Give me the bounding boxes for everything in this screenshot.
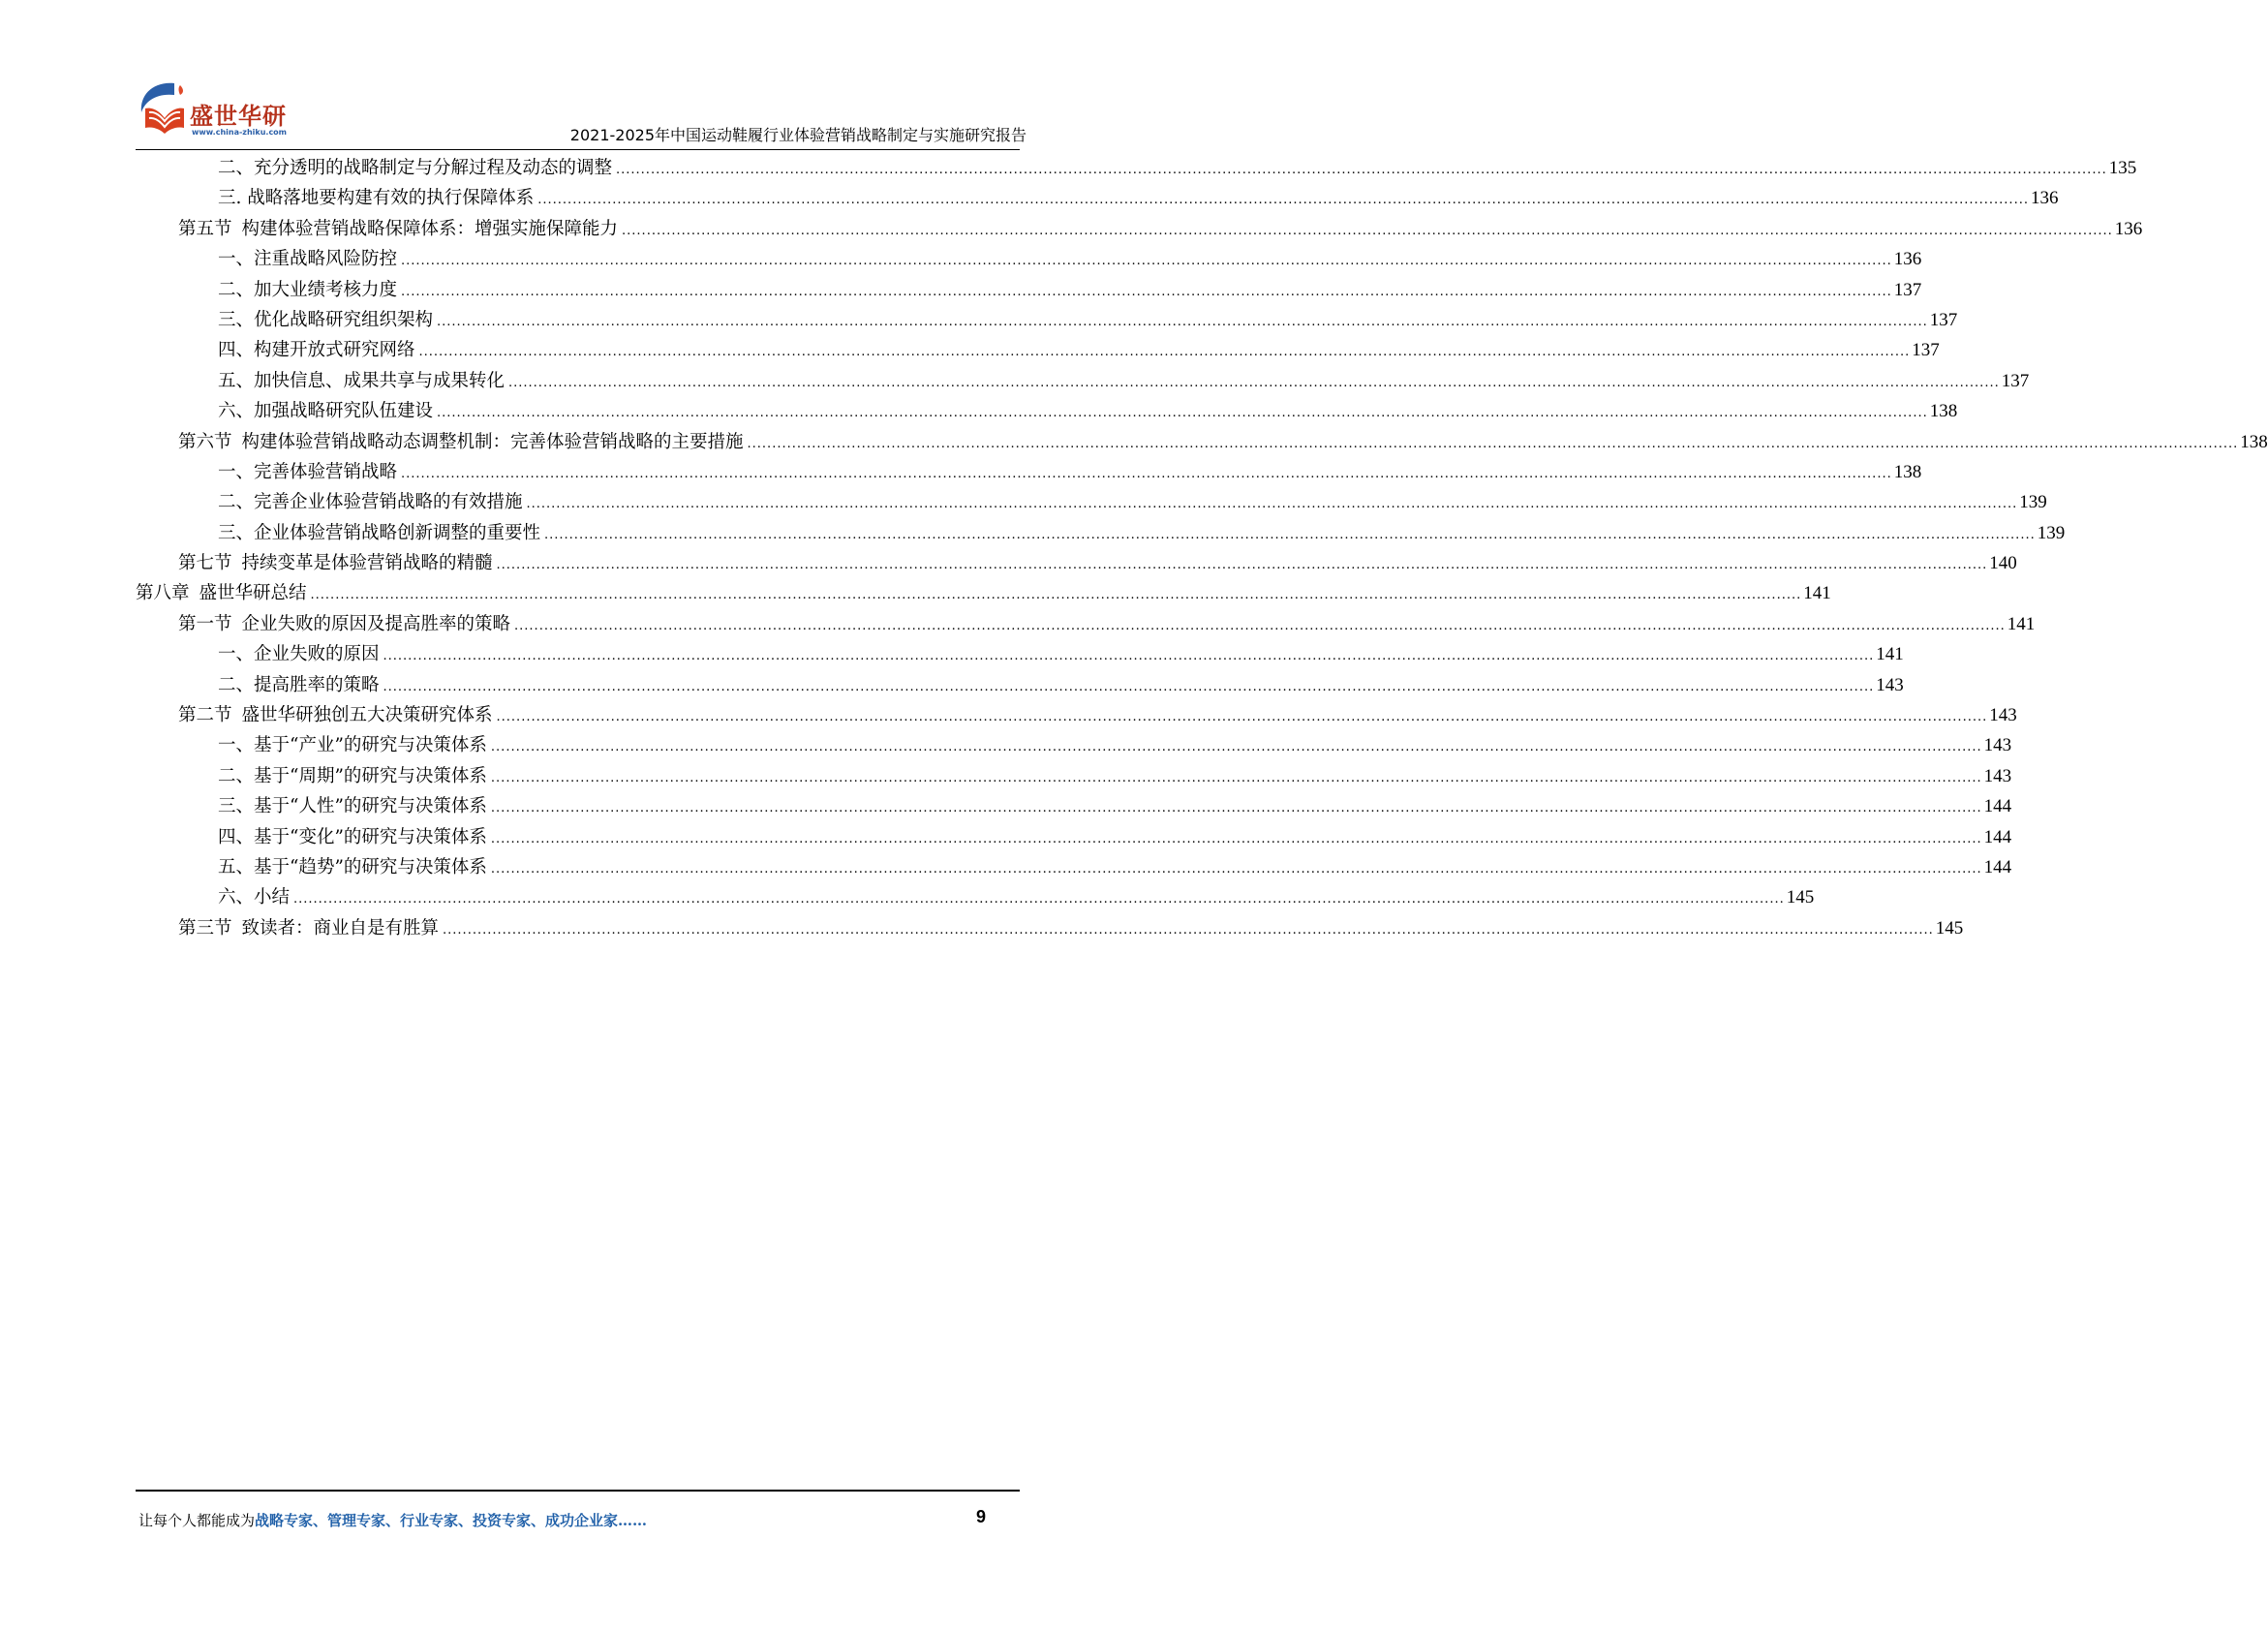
toc-entry-page: 136 (2030, 188, 2059, 209)
toc-dot-leader: ............................................................................................................................................................................................................................................................................................................ (490, 740, 1982, 755)
toc-entry-text: 二、充分透明的战略制定与分解过程及动态的调整 (218, 158, 613, 178)
toc-dot-leader: ............................................................................................................................................................................................................................................................................................................ (383, 679, 1875, 694)
toc-entry[interactable] (136, 244, 1922, 274)
toc-entry-page: 141 (2007, 613, 2036, 634)
logo-url: www.china-zhiku.com (192, 128, 288, 137)
toc-entry-title (218, 244, 397, 274)
toc-entry-title (218, 670, 380, 700)
toc-dot-leader: ............................................................................................................................................................................................................................................................................................................ (437, 406, 1928, 421)
toc-entry-page: 137 (1929, 309, 1958, 330)
toc-dot-leader: ............................................................................................................................................................................................................................................................................................................ (293, 892, 1785, 908)
toc-entry-page: 144 (1983, 796, 2012, 817)
toc-entry-title (218, 396, 433, 426)
toc-entry-page: 138 (1929, 401, 1958, 422)
toc-dot-leader: ............................................................................................................................................................................................................................................................................................................ (490, 801, 1982, 816)
toc-entry-page: 138 (1893, 461, 1922, 482)
toc-entry[interactable] (136, 548, 2017, 578)
toc-entry-text: 二、提高胜率的策略 (218, 674, 380, 695)
toc-entry-text: 二、基于“周期”的研究与决策体系 (218, 765, 487, 786)
toc-entry-page: 145 (1786, 887, 1815, 908)
toc-entry-title (178, 700, 493, 730)
toc-entry[interactable] (136, 882, 1815, 912)
toc-entry-page: 145 (1935, 917, 1964, 939)
page-number: 9 (976, 1507, 987, 1526)
toc-entry-text: 六、加强战略研究队伍建设 (218, 401, 434, 422)
toc-dot-leader: ............................................................................................................................................................................................................................................................................................................ (526, 497, 2018, 512)
toc-entry[interactable] (136, 639, 1904, 669)
toc-entry-title (218, 153, 612, 183)
toc-entry-number: 第七节 (178, 553, 232, 574)
toc-entry-title (178, 427, 744, 457)
toc-entry-title (218, 882, 290, 912)
toc-entry[interactable] (136, 700, 2017, 730)
toc-entry-text: 一、基于“产业”的研究与决策体系 (218, 735, 487, 756)
toc-dot-leader: ............................................................................................................................................................................................................................................................................................................ (401, 466, 1892, 481)
toc-entry-text: 三. 战略落地要构建有效的执行保障体系 (218, 188, 535, 209)
toc-entry-text: 三、基于“人性”的研究与决策体系 (218, 796, 487, 817)
toc-entry-title (218, 791, 487, 821)
toc-dot-leader: ............................................................................................................................................................................................................................................................................................................ (310, 588, 1802, 603)
toc-dot-leader: ............................................................................................................................................................................................................................................................................................................ (383, 649, 1875, 664)
toc-entry[interactable] (136, 396, 1958, 426)
toc-entry-title (218, 761, 487, 791)
toc-entry-page: 143 (1983, 735, 2012, 756)
toc-entry[interactable] (136, 578, 1831, 608)
footer-slogan-lead: 让每个人都能成为 (138, 1512, 256, 1529)
toc-entry[interactable] (136, 457, 1922, 487)
toc-dot-leader: ............................................................................................................................................................................................................................................................................................................ (616, 163, 2107, 177)
report-title: 2021-2025年中国运动鞋履行业体验营销战略制定与实施研究报告 (569, 126, 1027, 144)
toc-dot-leader: ............................................................................................................................................................................................................................................................................................................ (508, 375, 2000, 390)
toc-entry-page: 144 (1983, 856, 2012, 877)
toc-entry-page: 136 (2114, 218, 2143, 239)
toc-entry-text: 致读者：商业自是有胜算 (241, 917, 440, 939)
toc-entry-text: 构建体验营销战略动态调整机制：完善体验营销战略的主要措施 (241, 431, 744, 452)
toc-entry[interactable] (136, 822, 2012, 852)
toc-entry[interactable] (136, 791, 2012, 821)
toc-entry[interactable] (136, 609, 2036, 639)
toc-entry-page: 143 (1989, 705, 2017, 726)
toc-entry-number: 第二节 (178, 705, 232, 726)
toc-entry[interactable] (136, 427, 2268, 457)
toc-dot-leader: ............................................................................................................................................................................................................................................................................................................ (490, 831, 1982, 846)
toc-entry-title (218, 822, 487, 852)
toc-entry-page: 144 (1983, 826, 2012, 847)
toc-entry[interactable] (136, 275, 1922, 305)
toc-entry-number: 第八章 (136, 583, 190, 604)
toc-entry-text: 一、企业失败的原因 (218, 644, 380, 665)
toc-entry-page: 140 (1989, 553, 2017, 574)
toc-dot-leader: ............................................................................................................................................................................................................................................................................................................ (418, 345, 1911, 360)
toc-dot-leader: ............................................................................................................................................................................................................................................................................................................ (514, 618, 2006, 633)
toc-entry[interactable] (136, 153, 2137, 183)
footer-slogan (138, 1510, 647, 1530)
toc-entry[interactable] (136, 183, 2059, 213)
toc-entry-title (178, 913, 439, 943)
toc-entry-page: 137 (1893, 279, 1922, 300)
toc-entry-title (136, 578, 307, 608)
toc-entry-page: 138 (2240, 431, 2268, 452)
toc-entry-title (218, 487, 523, 517)
toc-entry-text: 四、构建开放式研究网络 (218, 340, 415, 361)
toc-entry-number: 第五节 (178, 218, 232, 239)
toc-entry-text: 盛世华研总结 (199, 583, 307, 604)
header-divider (136, 149, 1020, 150)
toc-entry-title (218, 639, 380, 669)
toc-dot-leader: ............................................................................................................................................................................................................................................................................................................ (537, 193, 2029, 208)
toc-entry-title (218, 852, 487, 882)
toc-dot-leader: ............................................................................................................................................................................................................................................................................................................ (401, 254, 1892, 269)
toc-entry-title (178, 548, 493, 578)
toc-entry[interactable] (136, 670, 1904, 700)
footer-slogan-highlight: 战略专家、管理专家、行业专家、投资专家、成功企业家 (255, 1512, 619, 1529)
toc-entry-text: 企业失败的原因及提高胜率的策略 (241, 613, 511, 634)
toc-dot-leader: ............................................................................................................................................................................................................................................................................................................ (401, 284, 1892, 299)
toc-entry-text: 一、注重战略风险防控 (218, 249, 398, 270)
toc-entry-title (218, 730, 487, 760)
toc-entry-text: 四、基于“变化”的研究与决策体系 (218, 826, 487, 847)
toc-dot-leader: ............................................................................................................................................................................................................................................................................................................ (490, 861, 1982, 877)
toc-entry[interactable] (136, 305, 1958, 335)
toc-entry-number: 第三节 (178, 917, 232, 939)
footer-slogan-ellipsis: …… (618, 1512, 648, 1529)
toc-entry-page: 143 (1876, 674, 1904, 695)
toc-dot-leader: ............................................................................................................................................................................................................................................................................................................ (437, 314, 1928, 329)
toc-entry[interactable] (136, 852, 2012, 882)
toc-dot-leader: ............................................................................................................................................................................................................................................................................................................ (490, 770, 1982, 785)
toc-entry-title (218, 457, 397, 487)
toc-dot-leader: ............................................................................................................................................................................................................................................................................................................ (747, 436, 2239, 451)
toc-entry-text: 二、加大业绩考核力度 (218, 279, 398, 300)
toc-entry-title (218, 335, 415, 365)
table-of-contents (136, 153, 2268, 943)
toc-entry-text: 三、企业体验营销战略创新调整的重要性 (218, 522, 541, 543)
toc-entry-number: 第六节 (178, 431, 232, 452)
toc-entry-text: 三、优化战略研究组织架构 (218, 309, 434, 330)
toc-entry-text: 六、小结 (218, 887, 291, 908)
toc-entry[interactable] (136, 214, 2143, 244)
toc-entry-number: 第一节 (178, 613, 232, 634)
toc-entry-text: 五、基于“趋势”的研究与决策体系 (218, 856, 487, 877)
footer-divider (136, 1490, 1020, 1492)
toc-entry-page: 139 (2019, 492, 2047, 513)
toc-entry[interactable] (136, 730, 2012, 760)
toc-entry-text: 二、完善企业体验营销战略的有效措施 (218, 492, 523, 513)
toc-entry-text: 盛世华研独创五大决策研究体系 (241, 705, 493, 726)
toc-entry[interactable] (136, 487, 2047, 517)
toc-entry-title (218, 183, 534, 213)
toc-entry-page: 135 (2108, 158, 2137, 178)
toc-entry[interactable] (136, 366, 2030, 396)
toc-entry-page: 141 (1803, 583, 1831, 604)
toc-dot-leader: ............................................................................................................................................................................................................................................................................................................ (443, 922, 1934, 938)
toc-entry-title (218, 518, 540, 548)
logo-book-icon (136, 79, 194, 138)
toc-entry-page: 137 (2001, 370, 2030, 391)
toc-entry-title (178, 609, 510, 639)
toc-entry-page: 143 (1983, 765, 2012, 786)
toc-entry-text: 持续变革是体验营销战略的精髓 (241, 553, 493, 574)
toc-entry-page: 137 (1912, 340, 1940, 361)
toc-entry-title (218, 305, 433, 335)
toc-entry-title (178, 214, 618, 244)
toc-entry[interactable] (136, 335, 1940, 365)
toc-entry-page: 139 (2037, 522, 2066, 543)
toc-dot-leader: ............................................................................................................................................................................................................................................................................................................ (496, 558, 1988, 573)
toc-entry-title (218, 366, 505, 396)
toc-entry-text: 一、完善体验营销战略 (218, 461, 398, 482)
toc-dot-leader: ............................................................................................................................................................................................................................................................................................................ (622, 223, 2113, 238)
toc-entry[interactable] (136, 761, 2012, 791)
logo-name: 盛世华研 (190, 103, 287, 130)
toc-entry-title (218, 275, 397, 305)
toc-entry-page: 136 (1893, 249, 1922, 270)
toc-dot-leader: ............................................................................................................................................................................................................................................................................................................ (496, 710, 1988, 725)
toc-entry-text: 构建体验营销战略保障体系：增强实施保障能力 (241, 218, 619, 239)
toc-dot-leader: ............................................................................................................................................................................................................................................................................................................ (544, 527, 2036, 542)
toc-entry-text: 五、加快信息、成果共享与成果转化 (218, 370, 506, 391)
company-logo (136, 79, 300, 145)
toc-entry[interactable] (136, 913, 1964, 943)
toc-entry-page: 141 (1876, 644, 1904, 665)
toc-entry[interactable] (136, 518, 2066, 548)
